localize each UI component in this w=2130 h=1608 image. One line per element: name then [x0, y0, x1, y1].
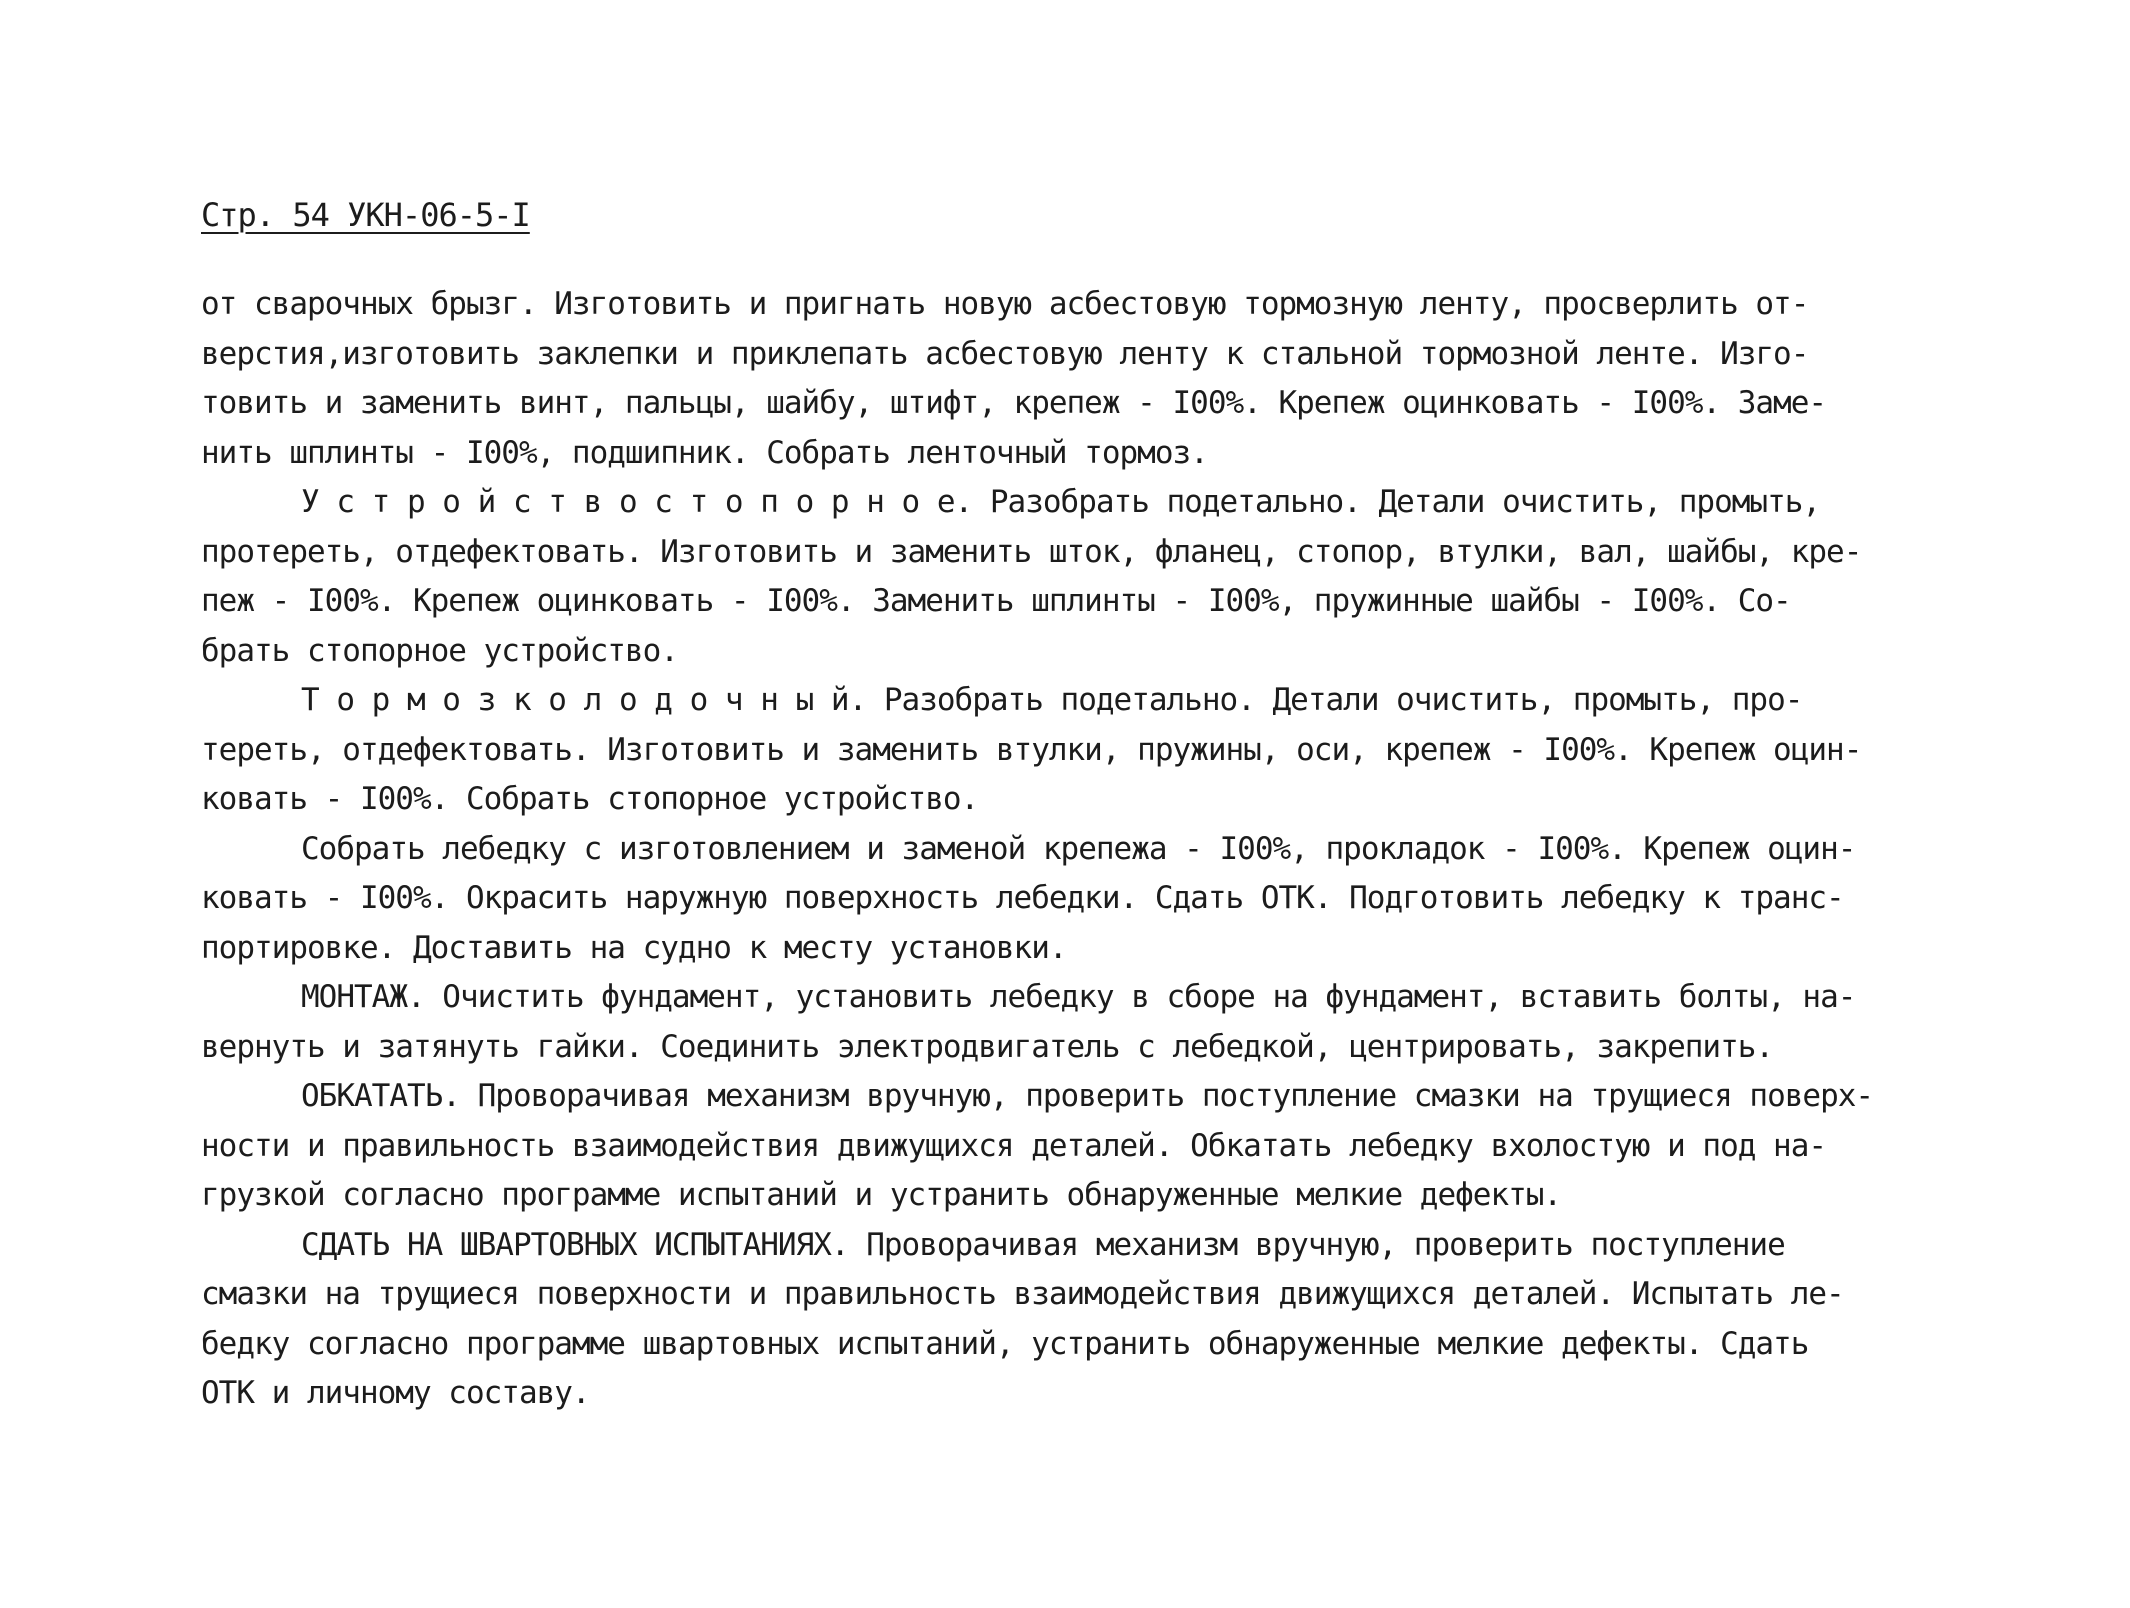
text-line: верстия,изготовить заклепки и приклепать асбестовую ленту к стальной тормозной ленте. Изго- [201, 335, 1809, 372]
text-line: тереть, отдефектовать. Изготовить и заменить втулки, пружины, оси, крепеж - I00%. Крепеж оцин- [201, 731, 1862, 768]
text-line: смазки на трущиеся поверхности и правильность взаимодействия движущихся деталей. Испытать ле- [201, 1276, 1844, 1312]
text-line: ОТК и личному составу. [201, 1375, 590, 1411]
text-line: товить и заменить винт, пальцы, шайбу, штифт, крепеж - I00%. Крепеж оцинковать - I00%. Заме- [201, 385, 1827, 421]
document-body [201, 280, 2081, 1419]
text-line: грузкой согласно программе испытаний и устранить обнаруженные мелкие дефекты. [201, 1177, 1562, 1213]
paragraph-first-line: МОНТАЖ. Очистить фундамент, установить лебедку в сборе на фундамент, вставить болты, на- [301, 979, 1856, 1015]
paragraph-first-line: У с т р о й с т в о с т о п о р н о е. Разобрать подетально. Детали очистить, промыть, [301, 484, 1821, 520]
text-line: брать стопорное устройство. [201, 632, 678, 669]
text-line: ности и правильность взаимодействия движущихся деталей. Обкатать лебедку вхолостую и под на- [201, 1127, 1827, 1164]
text-line: вернуть и затянуть гайки. Соединить электродвигатель с лебедкой, центрировать, закрепить. [201, 1028, 1774, 1065]
text-line: нить шплинты - I00%, подшипник. Собрать ленточный тормоз. [201, 434, 1208, 471]
text-line: от сварочных брызг. Изготовить и пригнать новую асбестовую тормозную ленту, просверлить от- [201, 286, 1809, 322]
text-line: ковать - I00%. Собрать стопорное устройство. [201, 781, 979, 817]
paragraph-first-line: Т о р м о з к о л о д о ч н ы й. Разобрать подетально. Детали очистить, промыть, про- [301, 682, 1803, 718]
paragraph-first-line: ОБКАТАТЬ. Проворачивая механизм вручную, проверить поступление смазки на трущиеся поверх- [301, 1078, 1874, 1114]
text-line: бедку согласно программе швартовных испытаний, устранить обнаруженные мелкие дефекты. Сдать [201, 1325, 1809, 1362]
page-header: Стр. 54 УКН-06-5-I [201, 196, 530, 234]
text-line: ковать - I00%. Окрасить наружную поверхность лебедки. Сдать ОТК. Подготовить лебедку к транс- [201, 880, 1844, 916]
text-line: портировке. Доставить на судно к месту установки. [201, 929, 1067, 966]
text-line: протереть, отдефектовать. Изготовить и заменить шток, фланец, стопор, втулки, вал, шайбы, кре- [201, 533, 1862, 570]
paragraph-first-line: СДАТЬ НА ШВАРТОВНЫХ ИСПЫТАНИЯХ. Проворачивая механизм вручную, проверить поступление [301, 1226, 1785, 1263]
text-line: пеж - I00%. Крепеж оцинковать - I00%. Заменить шплинты - I00%, пружинные шайбы - I00%. Со- [201, 583, 1791, 619]
paragraph-first-line: Собрать лебедку с изготовлением и заменой крепежа - I00%, прокладок - I00%. Крепеж оцин- [301, 830, 1856, 867]
